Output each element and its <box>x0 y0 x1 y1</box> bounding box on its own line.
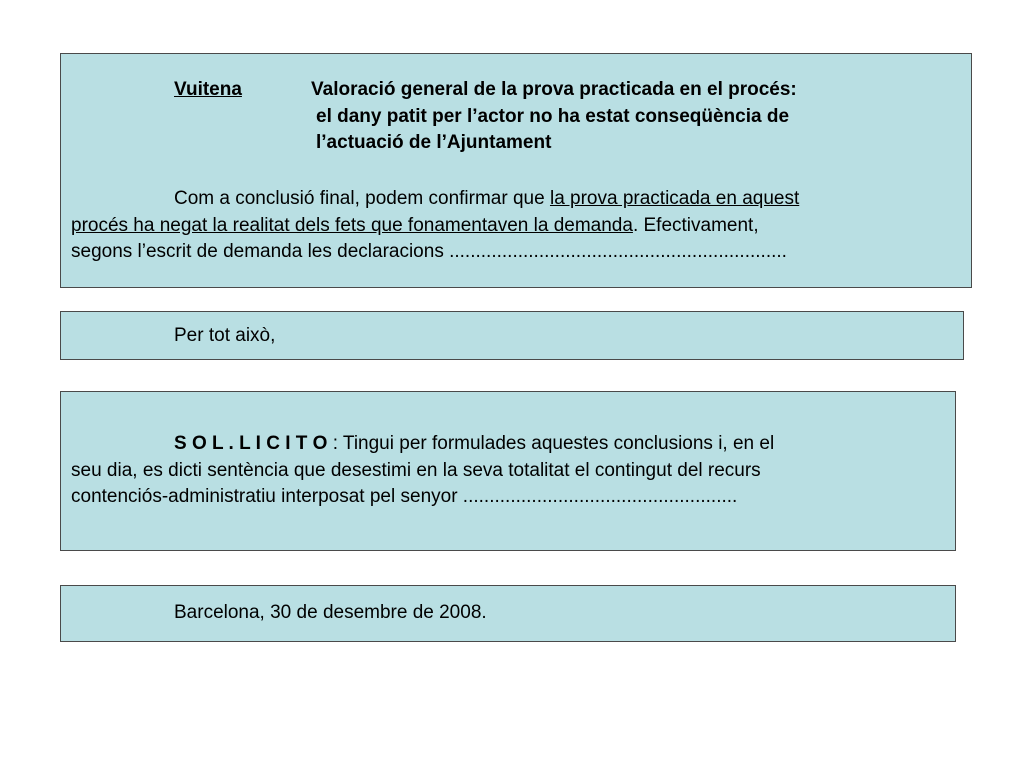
underlined-text: procés ha negat la realitat dels fets que fonamentaven la demanda <box>71 214 633 236</box>
paragraph-line-3: segons l’escrit de demanda les declaracions ................................................................ <box>71 241 787 262</box>
section-title-line-1: Valoració general de la prova practicada en el procés: <box>311 79 797 100</box>
paragraph-text: Com a conclusió final, podem confirmar que <box>174 188 550 209</box>
underlined-text: la prova practicada en aquest <box>549 188 800 209</box>
request-text: : Tingui per formulades aquestes conclusions i, en el <box>327 433 775 454</box>
paragraph-text: . Efectivament, <box>632 214 759 236</box>
section-number-label: Vuitena <box>174 79 242 100</box>
request-paragraph <box>71 431 933 511</box>
section-title-line-3: l’actuació de l’Ajuntament <box>316 132 552 153</box>
section-heading <box>174 77 797 104</box>
conclusion-paragraph <box>71 186 949 266</box>
section-title-line-2: el dany patit per l’actor no ha estat conseqüència de <box>316 105 790 127</box>
request-line-1 <box>71 431 933 458</box>
paragraph-line-1 <box>71 186 949 213</box>
solicito-label: S O L . L I C I T O <box>174 433 328 454</box>
request-line-3: contenciós-administratiu interposat pel senyor .................................................... <box>71 486 738 507</box>
conclusion-section-box <box>60 53 972 288</box>
paragraph-line-2 <box>71 213 949 240</box>
place-date-text: Barcelona, 30 de desembre de 2008. <box>174 602 487 623</box>
transition-box <box>60 311 964 360</box>
request-line-2: seu dia, es dicti sentència que desestimi en la seva totalitat el contingut del recurs <box>71 459 761 481</box>
transition-text: Per tot això, <box>174 325 276 346</box>
date-box <box>60 585 956 642</box>
request-box <box>60 391 956 551</box>
